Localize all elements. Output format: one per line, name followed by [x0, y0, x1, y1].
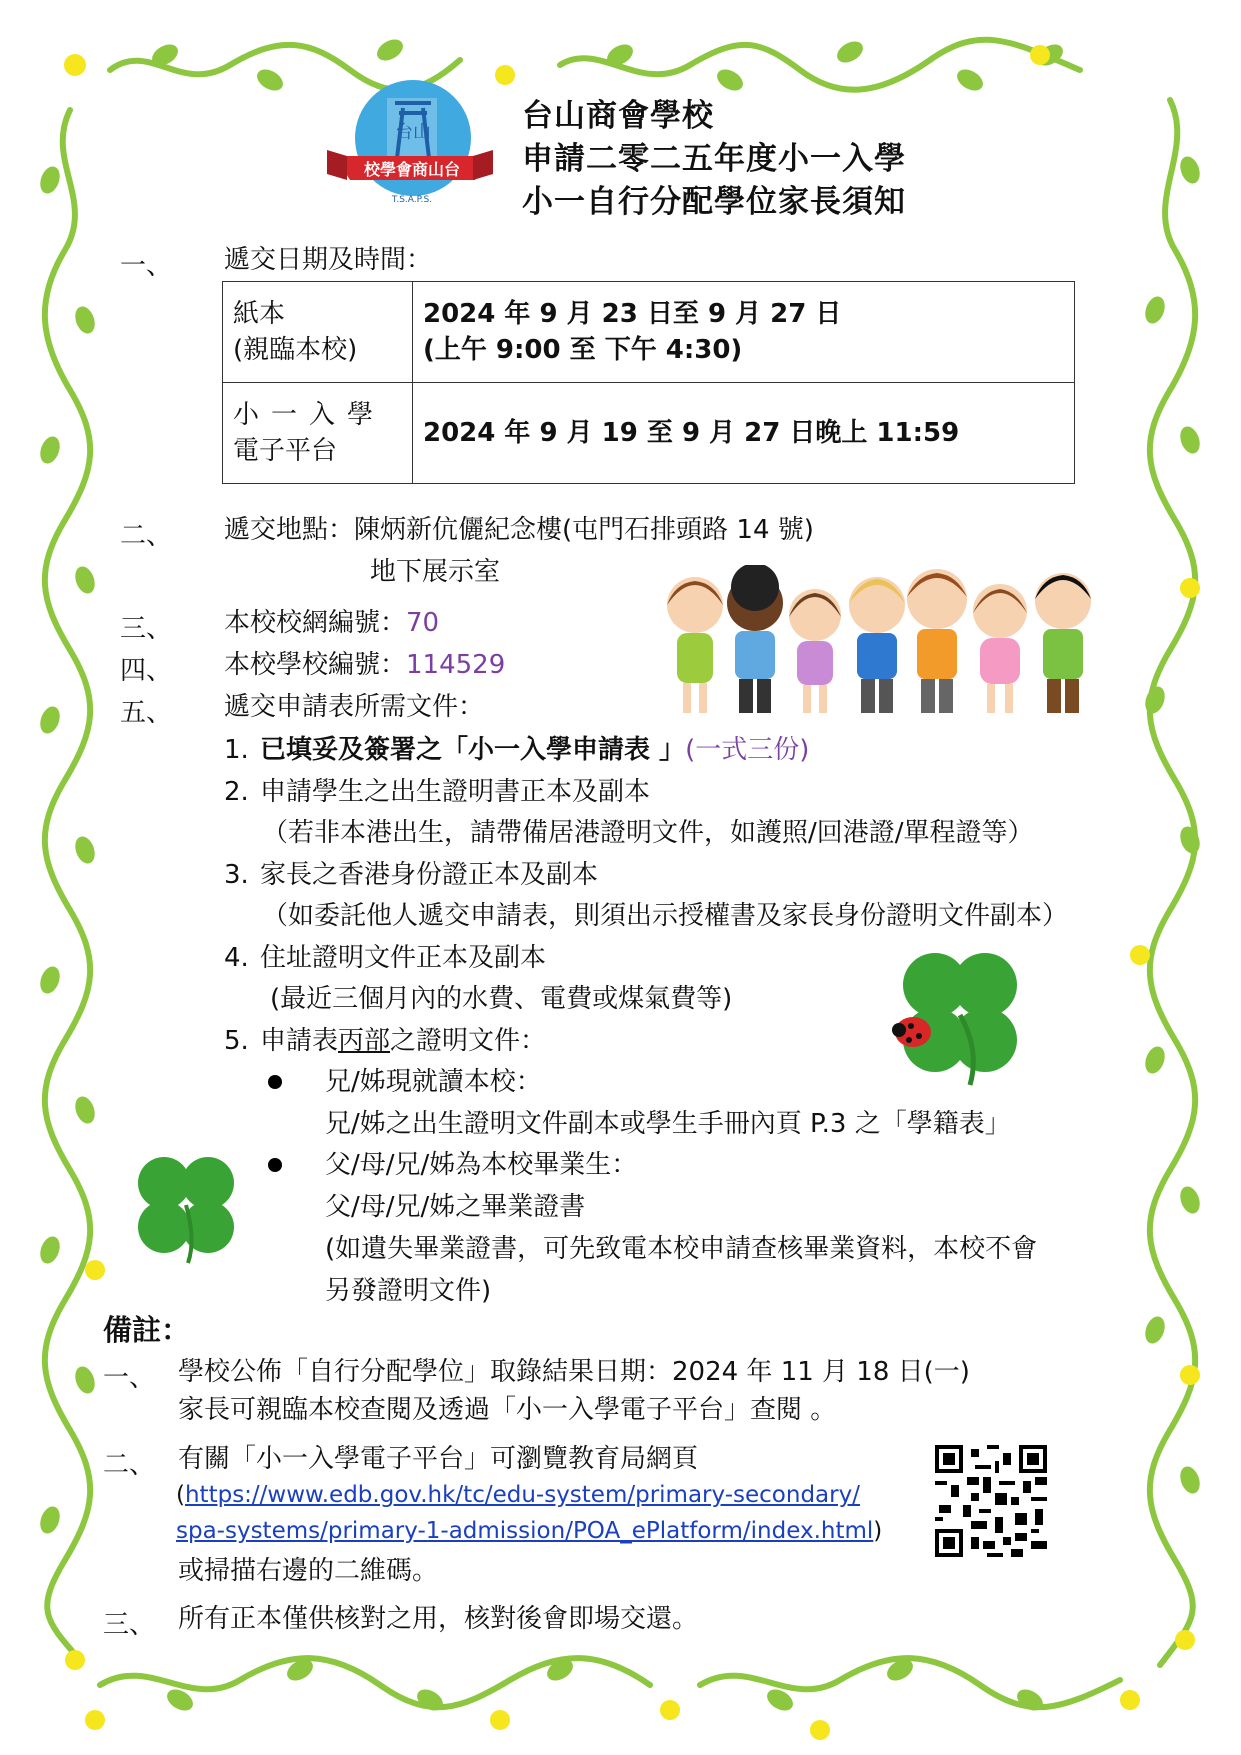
logo-tower-text: 台山	[395, 122, 431, 143]
school-net-label: 本校校網編號：	[224, 608, 407, 638]
table-row	[223, 282, 1075, 383]
paren-open: (	[176, 1482, 185, 1508]
remark-1-line-2: 家長可親臨本校查閱及透過「小一入學電子平台」查閱 。	[178, 1395, 837, 1425]
submission-times-table	[222, 281, 1075, 484]
notice-subtitle: 小一自行分配學位家長須知	[522, 184, 906, 220]
paper-label-note: (親臨本校)	[233, 335, 358, 365]
item-4-text: 住址證明文件正本及副本	[260, 943, 547, 973]
school-logo	[325, 78, 495, 208]
notice-title: 申請二零二五年度小一入學	[522, 141, 906, 177]
section-5-number: 五、	[120, 698, 173, 728]
item-2-note: （若非本港出生，請帶備居港證明文件，如護照/回港證/單程證等）	[262, 818, 1034, 848]
school-code-row	[224, 650, 505, 681]
table-cell-paper-label	[223, 282, 413, 383]
qr-code	[935, 1445, 1047, 1557]
item-1-text: 已填妥及簽署之「小一入學申請表 」	[260, 735, 686, 765]
remarks-title: 備註：	[103, 1313, 191, 1347]
remark-1-line-1: 學校公佈「自行分配學位」取錄結果日期：2024 年 11 月 18 日(一)	[178, 1357, 970, 1387]
item-5	[260, 1026, 546, 1057]
item-3-number: 3.	[224, 860, 249, 890]
remark-2-number: 二、	[103, 1450, 156, 1480]
school-name: 台山商會學校	[522, 98, 714, 134]
clover-ladybug-icon	[885, 940, 1035, 1090]
item-1-number: 1.	[224, 735, 249, 765]
remark-1-number: 一、	[103, 1363, 156, 1393]
item-1-note: (一式三份)	[685, 735, 810, 765]
remark-3-number: 三、	[103, 1610, 156, 1640]
item-5-pre: 申請表	[260, 1026, 339, 1056]
paren-close: )	[873, 1518, 883, 1544]
clover-icon	[126, 1145, 246, 1265]
section-3-number: 三、	[120, 614, 173, 644]
location-address: 陳炳新伉儷紀念樓(屯門石排頭路 14 號)	[354, 515, 814, 545]
edb-link-part-1[interactable]: https://www.edb.gov.hk/tc/edu-system/primary-secondary/	[184, 1482, 860, 1508]
paper-date: 2024 年 9 月 23 日至 9 月 27 日	[423, 298, 842, 329]
edb-link-line-1	[176, 1482, 860, 1510]
school-code-label: 本校學校編號：	[224, 650, 407, 680]
item-4-note: (最近三個月內的水費、電費或煤氣費等)	[270, 984, 733, 1014]
item-5-underlined: 丙部	[338, 1026, 391, 1056]
bullet-2-note-1: (如遺失畢業證書，可先致電本校申請查核畢業資料，本校不會	[325, 1234, 1038, 1264]
table-row	[223, 383, 1075, 484]
logo-ribbon-text: 校學會商山台	[363, 160, 461, 179]
table-cell-eplatform-value	[413, 383, 1075, 484]
bullet-2-note-2: 另發證明文件)	[325, 1276, 492, 1306]
item-3-note: （如委託他人遞交申請表，則須出示授權書及家長身份證明文件副本）	[262, 901, 1069, 931]
section-1-title: 遞交日期及時間：	[224, 245, 433, 275]
location-room: 地下展示室	[370, 557, 501, 587]
section-1-number: 一、	[120, 251, 173, 281]
section-5-title: 遞交申請表所需文件：	[224, 692, 485, 722]
section-2-label	[224, 515, 814, 546]
remark-3-line: 所有正本僅供核對之用，核對後會即場交還。	[178, 1604, 699, 1634]
item-5-post: 之證明文件：	[390, 1026, 547, 1056]
table-cell-eplatform-label	[223, 383, 413, 484]
remark-2-line-1: 有關「小一入學電子平台」可瀏覽教育局網頁	[178, 1444, 699, 1474]
children-illustration	[655, 565, 1125, 725]
item-2-number: 2.	[224, 777, 249, 807]
school-net-row	[224, 608, 439, 639]
remark-2-line-4: 或掃描右邊的二維碼。	[178, 1556, 439, 1586]
bullet-1-title: 兄/姊現就讀本校：	[325, 1067, 542, 1097]
bullet-1-text: 兄/姊之出生證明文件副本或學生手冊內頁 P.3 之「學籍表」	[325, 1109, 1011, 1139]
logo-abbrev: T.S.A.P.S.	[391, 195, 433, 205]
school-net-value: 70	[406, 608, 440, 638]
item-2-text: 申請學生之出生證明書正本及副本	[260, 777, 651, 807]
eplatform-label-line2: 電子平台	[233, 436, 338, 466]
item-3-text: 家長之香港身份證正本及副本	[260, 860, 599, 890]
item-5-number: 5.	[224, 1026, 249, 1056]
section-4-number: 四、	[120, 656, 173, 686]
school-code-value: 114529	[406, 650, 506, 680]
bullet-2-title: 父/母/兄/姊為本校畢業生：	[325, 1150, 638, 1180]
table-cell-paper-value	[413, 282, 1075, 383]
edb-link-part-2[interactable]: spa-systems/primary-1-admission/POA_ePlatform/index.html	[176, 1518, 874, 1544]
item-4-number: 4.	[224, 943, 249, 973]
paper-time: (上午 9:00 至 下午 4:30)	[423, 335, 743, 365]
eplatform-date: 2024 年 9 月 19 至 9 月 27 日晚上 11:59	[423, 417, 960, 448]
location-label: 遞交地點：	[224, 515, 355, 545]
paper-label: 紙本	[233, 298, 286, 329]
item-1	[260, 735, 809, 766]
bullet-2	[268, 1158, 282, 1172]
eplatform-label: 小一入學	[233, 399, 386, 430]
section-2-number: 二、	[120, 521, 173, 551]
bullet-1	[268, 1075, 282, 1089]
bullet-2-text: 父/母/兄/姊之畢業證書	[325, 1192, 586, 1222]
edb-link-line-2	[176, 1518, 882, 1546]
